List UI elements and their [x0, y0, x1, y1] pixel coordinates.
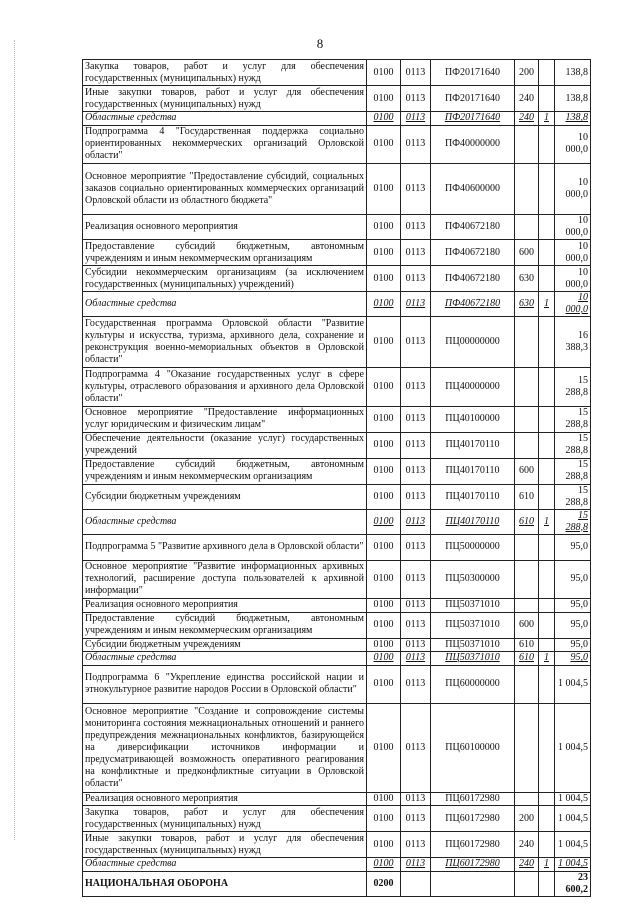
subsection-code-cell: 0113 — [401, 484, 431, 509]
table-row — [83, 164, 591, 215]
table-row — [83, 86, 591, 112]
source-code-cell — [539, 560, 555, 599]
expense-type-code-cell — [515, 665, 539, 704]
source-code-cell: 1 — [539, 292, 555, 317]
target-article-code-cell: ПФ40672180 — [431, 215, 515, 240]
amount-cell: 1 004,5 — [555, 806, 591, 832]
item-name-cell: Иные закупки товаров, работ и услуг для обеспечения государственных (муниципальных) нужд — [83, 832, 367, 858]
expense-type-code-cell — [515, 534, 539, 560]
item-name-cell: Областные средства — [83, 652, 367, 666]
amount-cell: 95,0 — [555, 652, 591, 666]
target-article-code-cell: ПЦ40170110 — [431, 484, 515, 509]
source-code-cell — [539, 484, 555, 509]
section-code-cell: 0100 — [367, 266, 401, 292]
expense-type-code-cell: 610 — [515, 509, 539, 534]
amount-cell: 10 000,0 — [555, 292, 591, 317]
expense-type-code-cell — [515, 317, 539, 368]
subsection-code-cell: 0113 — [401, 652, 431, 666]
amount-cell: 10 000,0 — [555, 266, 591, 292]
source-code-cell — [539, 871, 555, 896]
expense-type-code-cell: 630 — [515, 266, 539, 292]
section-code-cell: 0100 — [367, 560, 401, 599]
target-article-code-cell: ПЦ60172980 — [431, 858, 515, 872]
section-code-cell: 0100 — [367, 484, 401, 509]
subsection-code-cell: 0113 — [401, 458, 431, 484]
section-code-cell: 0100 — [367, 509, 401, 534]
expense-type-code-cell — [515, 215, 539, 240]
subsection-code-cell: 0113 — [401, 638, 431, 652]
table-row — [83, 112, 591, 126]
target-article-code-cell: ПЦ60100000 — [431, 704, 515, 793]
subsection-code-cell — [401, 871, 431, 896]
section-code-cell: 0100 — [367, 215, 401, 240]
table-row — [83, 534, 591, 560]
section-code-cell: 0100 — [367, 652, 401, 666]
expense-type-code-cell: 600 — [515, 458, 539, 484]
source-code-cell — [539, 534, 555, 560]
table-row — [83, 317, 591, 368]
item-name-cell: Подпрограмма 6 "Укрепление единства российской нации и этнокультурное развитие народов России в Орловской области" — [83, 665, 367, 704]
item-name-cell: Государственная программа Орловской области "Развитие культуры и искусства, туризма, архивного дела, сохранение и реконструкция военно-мемориальных объектов в Орловской области" — [83, 317, 367, 368]
expense-type-code-cell: 630 — [515, 292, 539, 317]
source-code-cell — [539, 266, 555, 292]
amount-cell: 15 288,8 — [555, 509, 591, 534]
target-article-code-cell: ПЦ50371010 — [431, 652, 515, 666]
target-article-code-cell: ПФ20171640 — [431, 86, 515, 112]
section-code-cell: 0100 — [367, 612, 401, 638]
amount-cell: 16 388,3 — [555, 317, 591, 368]
amount-cell: 95,0 — [555, 560, 591, 599]
amount-cell: 10 000,0 — [555, 164, 591, 215]
subsection-code-cell: 0113 — [401, 599, 431, 613]
scan-edge-line — [14, 40, 16, 840]
target-article-code-cell: ПЦ60172980 — [431, 806, 515, 832]
section-code-cell: 0200 — [367, 871, 401, 896]
source-code-cell: 1 — [539, 112, 555, 126]
target-article-code-cell: ПЦ50371010 — [431, 612, 515, 638]
table-row — [83, 652, 591, 666]
amount-cell: 15 288,8 — [555, 406, 591, 432]
table-row — [83, 509, 591, 534]
target-article-code-cell: ПФ40672180 — [431, 266, 515, 292]
source-code-cell — [539, 215, 555, 240]
amount-cell: 1 004,5 — [555, 704, 591, 793]
source-code-cell — [539, 86, 555, 112]
table-row — [83, 432, 591, 458]
amount-cell: 15 288,8 — [555, 458, 591, 484]
table-row — [83, 215, 591, 240]
table-row — [83, 292, 591, 317]
source-code-cell — [539, 317, 555, 368]
subsection-code-cell: 0113 — [401, 164, 431, 215]
section-code-cell: 0100 — [367, 317, 401, 368]
expense-type-code-cell — [515, 368, 539, 407]
target-article-code-cell: ПЦ40170110 — [431, 509, 515, 534]
section-code-cell: 0100 — [367, 240, 401, 266]
expense-type-code-cell: 240 — [515, 858, 539, 872]
amount-cell: 10 000,0 — [555, 240, 591, 266]
section-code-cell: 0100 — [367, 792, 401, 806]
section-code-cell: 0100 — [367, 406, 401, 432]
source-code-cell: 1 — [539, 858, 555, 872]
section-code-cell: 0100 — [367, 458, 401, 484]
section-code-cell: 0100 — [367, 806, 401, 832]
expense-type-code-cell — [515, 871, 539, 896]
target-article-code-cell: ПФ20171640 — [431, 60, 515, 86]
item-name-cell: Основное мероприятие "Развитие информационных архивных технологий, расширение доступа пользователей к архивной информации" — [83, 560, 367, 599]
section-code-cell: 0100 — [367, 164, 401, 215]
amount-cell: 138,8 — [555, 60, 591, 86]
target-article-code-cell — [431, 871, 515, 896]
subsection-code-cell: 0113 — [401, 86, 431, 112]
table-row — [83, 638, 591, 652]
source-code-cell — [539, 164, 555, 215]
budget-table-body — [83, 60, 591, 897]
source-code-cell — [539, 792, 555, 806]
source-code-cell — [539, 665, 555, 704]
target-article-code-cell: ПЦ60172980 — [431, 832, 515, 858]
source-code-cell: 1 — [539, 509, 555, 534]
section-code-cell: 0100 — [367, 858, 401, 872]
item-name-cell: Иные закупки товаров, работ и услуг для обеспечения государственных (муниципальных) нужд — [83, 86, 367, 112]
expense-type-code-cell — [515, 560, 539, 599]
table-row — [83, 125, 591, 164]
item-name-cell: Основное мероприятие "Предоставление информационных услуг юридическим и физическим лицам" — [83, 406, 367, 432]
subsection-code-cell: 0113 — [401, 534, 431, 560]
section-code-cell: 0100 — [367, 112, 401, 126]
item-name-cell: НАЦИОНАЛЬНАЯ ОБОРОНА — [83, 871, 367, 896]
section-code-cell: 0100 — [367, 292, 401, 317]
source-code-cell — [539, 458, 555, 484]
item-name-cell: Подпрограмма 4 "Государственная поддержка социально ориентированных некоммерческих организаций Орловской области" — [83, 125, 367, 164]
source-code-cell — [539, 60, 555, 86]
amount-cell: 95,0 — [555, 612, 591, 638]
item-name-cell: Основное мероприятие "Создание и сопровождение системы мониторинга состояния межнациональных отношений и раннего предупреждения межнациональных конфликтов, базирующейся на диверсификации источников информации и предусматривающей возможность оперативного реагирования на конфликтные и предконфликтные ситуации в Орловской области" — [83, 704, 367, 793]
item-name-cell: Областные средства — [83, 112, 367, 126]
section-code-cell: 0100 — [367, 368, 401, 407]
target-article-code-cell: ПФ40672180 — [431, 292, 515, 317]
target-article-code-cell: ПЦ50371010 — [431, 638, 515, 652]
table-row — [83, 60, 591, 86]
item-name-cell: Подпрограмма 4 "Оказание государственных услуг в сфере культуры, отраслевого образования и архивного дела Орловской области" — [83, 368, 367, 407]
expense-type-code-cell: 200 — [515, 60, 539, 86]
expense-type-code-cell: 240 — [515, 832, 539, 858]
expense-type-code-cell — [515, 125, 539, 164]
subsection-code-cell: 0113 — [401, 112, 431, 126]
target-article-code-cell: ПЦ40000000 — [431, 368, 515, 407]
expense-type-code-cell: 600 — [515, 612, 539, 638]
expense-type-code-cell — [515, 599, 539, 613]
target-article-code-cell: ПФ20171640 — [431, 112, 515, 126]
subsection-code-cell: 0113 — [401, 317, 431, 368]
expense-type-code-cell: 610 — [515, 638, 539, 652]
subsection-code-cell: 0113 — [401, 292, 431, 317]
target-article-code-cell: ПЦ40100000 — [431, 406, 515, 432]
source-code-cell — [539, 240, 555, 266]
item-name-cell: Субсидии бюджетным учреждениям — [83, 638, 367, 652]
section-code-cell: 0100 — [367, 86, 401, 112]
table-row — [83, 406, 591, 432]
amount-cell: 95,0 — [555, 534, 591, 560]
expense-type-code-cell: 610 — [515, 652, 539, 666]
source-code-cell — [539, 368, 555, 407]
amount-cell: 1 004,5 — [555, 665, 591, 704]
source-code-cell: 1 — [539, 652, 555, 666]
expense-type-code-cell: 610 — [515, 484, 539, 509]
expense-type-code-cell — [515, 432, 539, 458]
amount-cell: 138,8 — [555, 112, 591, 126]
section-code-cell: 0100 — [367, 125, 401, 164]
source-code-cell — [539, 806, 555, 832]
subsection-code-cell: 0113 — [401, 612, 431, 638]
table-row — [83, 599, 591, 613]
subsection-code-cell: 0113 — [401, 509, 431, 534]
source-code-cell — [539, 432, 555, 458]
table-row — [83, 560, 591, 599]
subsection-code-cell: 0113 — [401, 368, 431, 407]
table-row — [83, 832, 591, 858]
subsection-code-cell: 0113 — [401, 858, 431, 872]
item-name-cell: Обеспечение деятельности (оказание услуг) государственных учреждений — [83, 432, 367, 458]
table-row — [83, 806, 591, 832]
expense-type-code-cell: 600 — [515, 240, 539, 266]
target-article-code-cell: ПФ40672180 — [431, 240, 515, 266]
section-code-cell: 0100 — [367, 534, 401, 560]
target-article-code-cell: ПЦ40170110 — [431, 458, 515, 484]
section-code-cell: 0100 — [367, 638, 401, 652]
amount-cell: 95,0 — [555, 638, 591, 652]
item-name-cell: Закупка товаров, работ и услуг для обеспечения государственных (муниципальных) нужд — [83, 806, 367, 832]
subsection-code-cell: 0113 — [401, 266, 431, 292]
subsection-code-cell: 0113 — [401, 832, 431, 858]
table-row — [83, 704, 591, 793]
amount-cell: 138,8 — [555, 86, 591, 112]
item-name-cell: Областные средства — [83, 858, 367, 872]
amount-cell: 95,0 — [555, 599, 591, 613]
section-code-cell: 0100 — [367, 60, 401, 86]
source-code-cell — [539, 406, 555, 432]
source-code-cell — [539, 125, 555, 164]
subsection-code-cell: 0113 — [401, 240, 431, 266]
amount-cell: 15 288,8 — [555, 368, 591, 407]
subsection-code-cell: 0113 — [401, 806, 431, 832]
item-name-cell: Областные средства — [83, 509, 367, 534]
item-name-cell: Предоставление субсидий бюджетным, автономным учреждениям и иным некоммерческим организациям — [83, 458, 367, 484]
expense-type-code-cell — [515, 704, 539, 793]
amount-cell: 10 000,0 — [555, 215, 591, 240]
amount-cell: 1 004,5 — [555, 832, 591, 858]
section-code-cell: 0100 — [367, 704, 401, 793]
table-row — [83, 871, 591, 896]
table-row — [83, 612, 591, 638]
item-name-cell: Субсидии некоммерческим организациям (за исключением государственных (муниципальных) учреждений) — [83, 266, 367, 292]
expense-type-code-cell: 200 — [515, 806, 539, 832]
table-row — [83, 266, 591, 292]
amount-cell: 1 004,5 — [555, 792, 591, 806]
source-code-cell — [539, 832, 555, 858]
target-article-code-cell: ПЦ60000000 — [431, 665, 515, 704]
table-row — [83, 665, 591, 704]
target-article-code-cell: ПЦ00000000 — [431, 317, 515, 368]
section-code-cell: 0100 — [367, 432, 401, 458]
subsection-code-cell: 0113 — [401, 432, 431, 458]
page-number: 8 — [316, 36, 324, 51]
subsection-code-cell: 0113 — [401, 125, 431, 164]
target-article-code-cell: ПФ40600000 — [431, 164, 515, 215]
item-name-cell: Реализация основного мероприятия — [83, 792, 367, 806]
amount-cell: 10 000,0 — [555, 125, 591, 164]
target-article-code-cell: ПЦ50371010 — [431, 599, 515, 613]
table-row — [83, 368, 591, 407]
table-row — [83, 792, 591, 806]
item-name-cell: Областные средства — [83, 292, 367, 317]
subsection-code-cell: 0113 — [401, 560, 431, 599]
section-code-cell: 0100 — [367, 832, 401, 858]
subsection-code-cell: 0113 — [401, 406, 431, 432]
amount-cell: 1 004,5 — [555, 858, 591, 872]
item-name-cell: Основное мероприятие "Предоставление субсидий, социальных заказов социально ориентированных коммерческих организаций Орловской области из областного бюджета" — [83, 164, 367, 215]
item-name-cell: Подпрограмма 5 "Развитие архивного дела в Орловской области" — [83, 534, 367, 560]
source-code-cell — [539, 638, 555, 652]
section-code-cell: 0100 — [367, 665, 401, 704]
subsection-code-cell: 0113 — [401, 215, 431, 240]
item-name-cell: Предоставление субсидий бюджетным, автономным учреждениям и иным некоммерческим организациям — [83, 612, 367, 638]
target-article-code-cell: ПЦ50300000 — [431, 560, 515, 599]
source-code-cell — [539, 612, 555, 638]
amount-cell: 23 600,2 — [555, 871, 591, 896]
item-name-cell: Субсидии бюджетным учреждениям — [83, 484, 367, 509]
section-code-cell: 0100 — [367, 599, 401, 613]
target-article-code-cell: ПФ40000000 — [431, 125, 515, 164]
expense-type-code-cell — [515, 164, 539, 215]
item-name-cell: Реализация основного мероприятия — [83, 215, 367, 240]
expense-type-code-cell — [515, 792, 539, 806]
subsection-code-cell: 0113 — [401, 704, 431, 793]
amount-cell: 15 288,8 — [555, 484, 591, 509]
item-name-cell: Предоставление субсидий бюджетным, автономным учреждениям и иным некоммерческим организациям — [83, 240, 367, 266]
subsection-code-cell: 0113 — [401, 792, 431, 806]
table-row — [83, 858, 591, 872]
source-code-cell — [539, 599, 555, 613]
table-row — [83, 458, 591, 484]
target-article-code-cell: ПЦ50000000 — [431, 534, 515, 560]
source-code-cell — [539, 704, 555, 793]
expense-type-code-cell — [515, 406, 539, 432]
table-row — [83, 240, 591, 266]
expense-type-code-cell: 240 — [515, 112, 539, 126]
budget-table — [82, 59, 591, 897]
target-article-code-cell: ПЦ40170110 — [431, 432, 515, 458]
table-row — [83, 484, 591, 509]
item-name-cell: Реализация основного мероприятия — [83, 599, 367, 613]
subsection-code-cell: 0113 — [401, 665, 431, 704]
target-article-code-cell: ПЦ60172980 — [431, 792, 515, 806]
amount-cell: 15 288,8 — [555, 432, 591, 458]
subsection-code-cell: 0113 — [401, 60, 431, 86]
expense-type-code-cell: 240 — [515, 86, 539, 112]
item-name-cell: Закупка товаров, работ и услуг для обеспечения государственных (муниципальных) нужд — [83, 60, 367, 86]
